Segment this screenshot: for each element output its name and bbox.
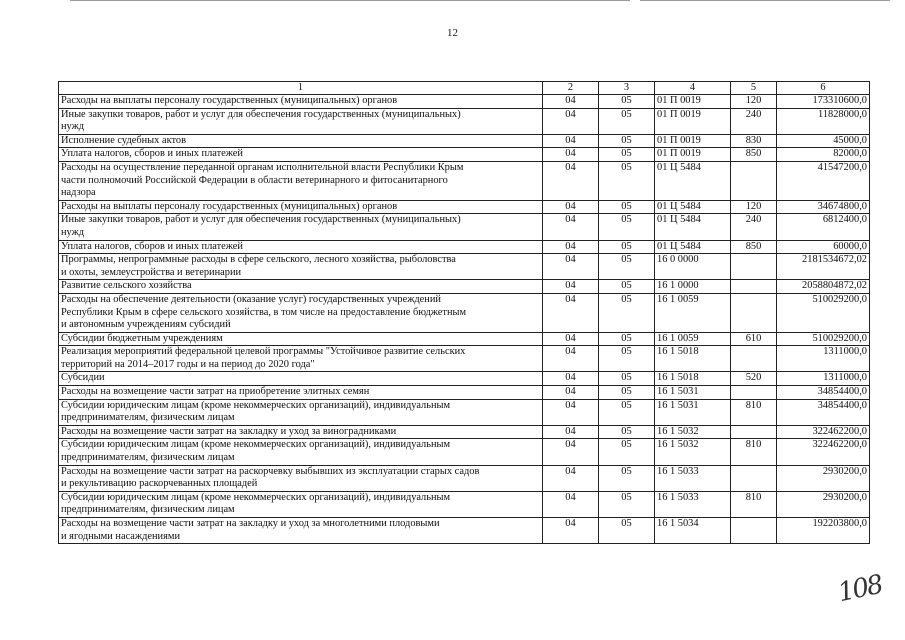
table-row (59, 95, 870, 109)
table-row (59, 399, 870, 425)
expense-type-cell (731, 465, 777, 491)
table-row (59, 280, 870, 294)
row-name-cell: Иные закупки товаров, работ и услуг для обеспечения государственных (муниципальных) нужд (59, 108, 543, 134)
expense-type-cell: 830 (731, 134, 777, 148)
subsection-code-cell: 05 (599, 280, 655, 294)
section-code-cell: 04 (543, 332, 599, 346)
target-article-cell: 01 Ц 5484 (655, 240, 731, 254)
handwritten-page-mark: 108 (835, 569, 885, 609)
row-name-cell: Субсидии юридическим лицам (кроме некоммерческих организаций), индивидуальным предпринимателям, физическим лицам (59, 399, 543, 425)
amount-cell: 82000,0 (777, 148, 870, 162)
section-code-cell: 04 (543, 214, 599, 240)
table-row (59, 465, 870, 491)
section-code-cell: 04 (543, 372, 599, 386)
row-name-cell: Исполнение судебных актов (59, 134, 543, 148)
expense-type-cell (731, 386, 777, 400)
header-cell-1: 1 (59, 82, 543, 95)
amount-cell: 34674800,0 (777, 200, 870, 214)
row-name-cell: Реализация мероприятий федеральной целевой программы "Устойчивое развитие сельских территорий на 2014–2017 годы и на период до 2020 года" (59, 346, 543, 372)
subsection-code-cell: 05 (599, 214, 655, 240)
table-row (59, 293, 870, 332)
target-article-cell: 16 1 5034 (655, 518, 731, 544)
subsection-code-cell: 05 (599, 200, 655, 214)
table-row (59, 214, 870, 240)
table-row (59, 108, 870, 134)
amount-cell: 2930200,0 (777, 491, 870, 517)
subsection-code-cell: 05 (599, 346, 655, 372)
amount-cell: 11828000,0 (777, 108, 870, 134)
header-cell-2: 2 (543, 82, 599, 95)
section-code-cell: 04 (543, 386, 599, 400)
expense-type-cell: 810 (731, 439, 777, 465)
amount-cell: 2930200,0 (777, 465, 870, 491)
header-cell-3: 3 (599, 82, 655, 95)
table-body (59, 95, 870, 544)
subsection-code-cell: 05 (599, 518, 655, 544)
target-article-cell: 16 1 5033 (655, 465, 731, 491)
section-code-cell: 04 (543, 161, 599, 200)
table-row (59, 386, 870, 400)
target-article-cell: 01 П 0019 (655, 148, 731, 162)
amount-cell: 322462200,0 (777, 439, 870, 465)
row-name-cell: Уплата налогов, сборов и иных платежей (59, 148, 543, 162)
section-code-cell: 04 (543, 148, 599, 162)
amount-cell: 1311000,0 (777, 372, 870, 386)
target-article-cell: 01 Ц 5484 (655, 214, 731, 240)
row-name-cell: Расходы на возмещение части затрат на приобретение элитных семян (59, 386, 543, 400)
amount-cell: 2058804872,02 (777, 280, 870, 294)
subsection-code-cell: 05 (599, 386, 655, 400)
target-article-cell: 16 1 0000 (655, 280, 731, 294)
table-row (59, 425, 870, 439)
target-article-cell: 16 1 5033 (655, 491, 731, 517)
row-name-cell: Расходы на возмещение части затрат на закладку и уход за виноградниками (59, 425, 543, 439)
table-row (59, 148, 870, 162)
row-name-cell: Расходы на возмещение части затрат на закладку и уход за многолетними плодовыми и ягодными насаждениями (59, 518, 543, 544)
target-article-cell: 16 1 5018 (655, 372, 731, 386)
expense-type-cell: 850 (731, 240, 777, 254)
target-article-cell: 01 П 0019 (655, 134, 731, 148)
amount-cell: 45000,0 (777, 134, 870, 148)
amount-cell: 510029200,0 (777, 293, 870, 332)
expense-type-cell: 240 (731, 108, 777, 134)
target-article-cell: 01 Ц 5484 (655, 161, 731, 200)
row-name-cell: Субсидии (59, 372, 543, 386)
table-row (59, 372, 870, 386)
target-article-cell: 16 1 0059 (655, 293, 731, 332)
section-code-cell: 04 (543, 134, 599, 148)
subsection-code-cell: 05 (599, 372, 655, 386)
section-code-cell: 04 (543, 280, 599, 294)
target-article-cell: 01 Ц 5484 (655, 200, 731, 214)
amount-cell: 1311000,0 (777, 346, 870, 372)
target-article-cell: 16 1 5032 (655, 425, 731, 439)
page-number: 12 (447, 27, 458, 39)
target-article-cell: 16 1 5031 (655, 386, 731, 400)
section-code-cell: 04 (543, 200, 599, 214)
row-name-cell: Расходы на возмещение части затрат на раскорчевку выбывших из эксплуатации старых садов и рекультивацию раскорчеванных площадей (59, 465, 543, 491)
section-code-cell: 04 (543, 465, 599, 491)
table-row (59, 346, 870, 372)
amount-cell: 192203800,0 (777, 518, 870, 544)
section-code-cell: 04 (543, 108, 599, 134)
row-name-cell: Расходы на осуществление переданной органам исполнительной власти Республики Крым части полномочий Российской Федерации в области ветеринарного и фитосанитарного надзора (59, 161, 543, 200)
row-name-cell: Расходы на обеспечение деятельности (оказание услуг) государственных учреждений Республики Крым в сфере сельского хозяйства, в том числе на предоставление бюджетным и автономным учреждениям субсидий (59, 293, 543, 332)
budget-table (58, 81, 870, 544)
amount-cell: 60000,0 (777, 240, 870, 254)
subsection-code-cell: 05 (599, 399, 655, 425)
amount-cell: 510029200,0 (777, 332, 870, 346)
table-row (59, 134, 870, 148)
expense-type-cell (731, 346, 777, 372)
expense-type-cell: 240 (731, 214, 777, 240)
row-name-cell: Расходы на выплаты персоналу государственных (муниципальных) органов (59, 200, 543, 214)
table-row (59, 518, 870, 544)
subsection-code-cell: 05 (599, 491, 655, 517)
subsection-code-cell: 05 (599, 332, 655, 346)
section-code-cell: 04 (543, 439, 599, 465)
subsection-code-cell: 05 (599, 254, 655, 280)
expense-type-cell: 810 (731, 399, 777, 425)
expense-type-cell (731, 280, 777, 294)
amount-cell: 41547200,0 (777, 161, 870, 200)
amount-cell: 6812400,0 (777, 214, 870, 240)
section-code-cell: 04 (543, 240, 599, 254)
expense-type-cell: 610 (731, 332, 777, 346)
section-code-cell: 04 (543, 95, 599, 109)
amount-cell: 2181534672,02 (777, 254, 870, 280)
expense-type-cell: 120 (731, 200, 777, 214)
table-row (59, 240, 870, 254)
row-name-cell: Субсидии бюджетным учреждениям (59, 332, 543, 346)
header-row (59, 82, 870, 95)
header-cell-5: 5 (731, 82, 777, 95)
subsection-code-cell: 05 (599, 293, 655, 332)
section-code-cell: 04 (543, 293, 599, 332)
target-article-cell: 01 П 0019 (655, 108, 731, 134)
row-name-cell: Программы, непрограммные расходы в сфере сельского, лесного хозяйства, рыболовства и охоты, землеустройства и ветеринарии (59, 254, 543, 280)
row-name-cell: Субсидии юридическим лицам (кроме некоммерческих организаций), индивидуальным предпринимателям, физическим лицам (59, 439, 543, 465)
amount-cell: 34854400,0 (777, 399, 870, 425)
table-row (59, 332, 870, 346)
subsection-code-cell: 05 (599, 134, 655, 148)
subsection-code-cell: 05 (599, 161, 655, 200)
expense-type-cell (731, 425, 777, 439)
header-cell-6: 6 (777, 82, 870, 95)
target-article-cell: 16 1 5031 (655, 399, 731, 425)
section-code-cell: 04 (543, 518, 599, 544)
row-name-cell: Развитие сельского хозяйства (59, 280, 543, 294)
row-name-cell: Субсидии юридическим лицам (кроме некоммерческих организаций), индивидуальным предпринимателям, физическим лицам (59, 491, 543, 517)
subsection-code-cell: 05 (599, 240, 655, 254)
subsection-code-cell: 05 (599, 95, 655, 109)
row-name-cell: Уплата налогов, сборов и иных платежей (59, 240, 543, 254)
target-article-cell: 16 1 5032 (655, 439, 731, 465)
expense-type-cell (731, 518, 777, 544)
scan-edge-line-top-right (640, 0, 890, 1)
table-row (59, 254, 870, 280)
amount-cell: 173310600,0 (777, 95, 870, 109)
header-cell-4: 4 (655, 82, 731, 95)
expense-type-cell (731, 254, 777, 280)
section-code-cell: 04 (543, 254, 599, 280)
expense-type-cell: 120 (731, 95, 777, 109)
target-article-cell: 16 1 0059 (655, 332, 731, 346)
section-code-cell: 04 (543, 425, 599, 439)
expense-type-cell: 810 (731, 491, 777, 517)
expense-type-cell (731, 161, 777, 200)
table-row (59, 439, 870, 465)
row-name-cell: Расходы на выплаты персоналу государственных (муниципальных) органов (59, 95, 543, 109)
subsection-code-cell: 05 (599, 439, 655, 465)
section-code-cell: 04 (543, 346, 599, 372)
subsection-code-cell: 05 (599, 425, 655, 439)
scan-edge-line-top (70, 0, 630, 1)
target-article-cell: 16 0 0000 (655, 254, 731, 280)
subsection-code-cell: 05 (599, 148, 655, 162)
expense-type-cell (731, 293, 777, 332)
table-row (59, 200, 870, 214)
expense-type-cell: 850 (731, 148, 777, 162)
subsection-code-cell: 05 (599, 108, 655, 134)
section-code-cell: 04 (543, 491, 599, 517)
target-article-cell: 01 П 0019 (655, 95, 731, 109)
table-row (59, 161, 870, 200)
section-code-cell: 04 (543, 399, 599, 425)
table-row (59, 491, 870, 517)
expense-type-cell: 520 (731, 372, 777, 386)
amount-cell: 34854400,0 (777, 386, 870, 400)
amount-cell: 322462200,0 (777, 425, 870, 439)
target-article-cell: 16 1 5018 (655, 346, 731, 372)
subsection-code-cell: 05 (599, 465, 655, 491)
row-name-cell: Иные закупки товаров, работ и услуг для обеспечения государственных (муниципальных) нужд (59, 214, 543, 240)
